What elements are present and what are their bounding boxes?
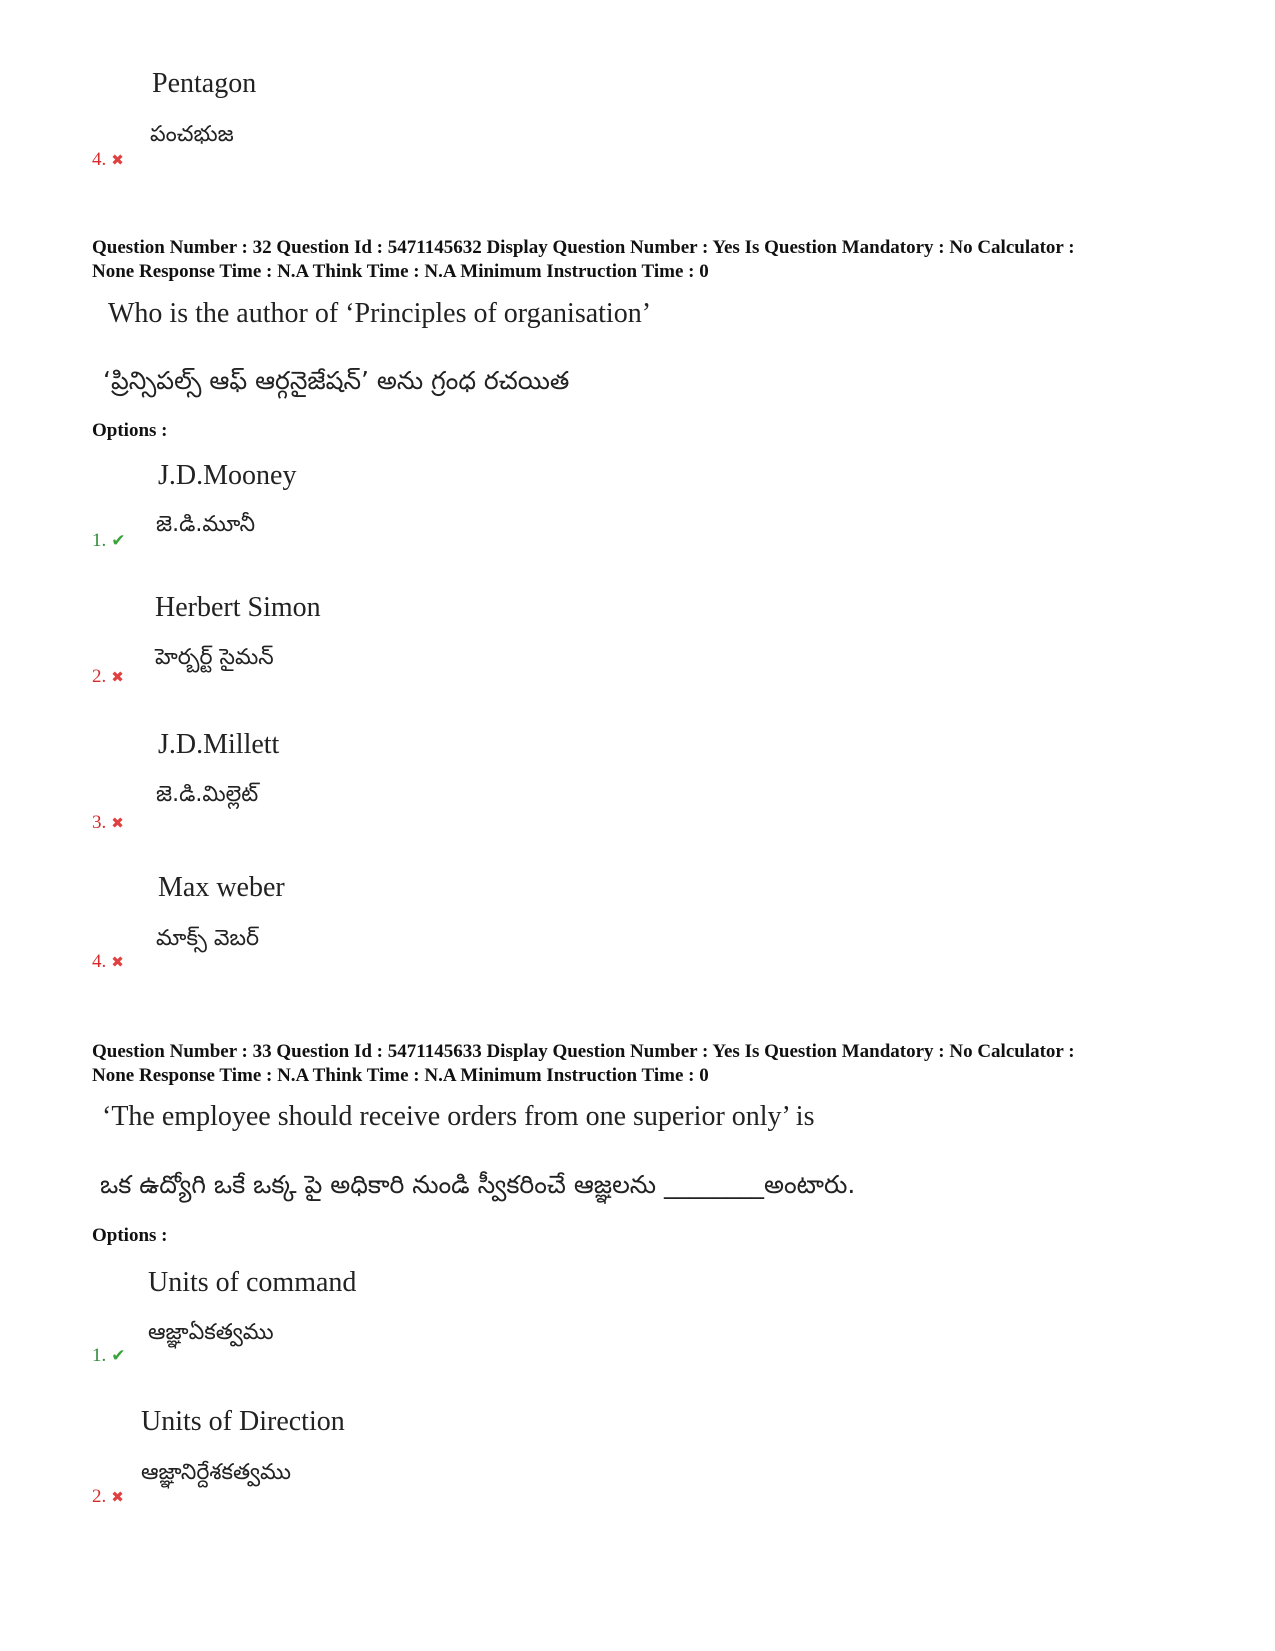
option-text-te: హెర్బర్ట్ సైమన్ bbox=[155, 645, 274, 670]
option-text-te: ఆజ్ఞాఏకత్వము bbox=[148, 1320, 274, 1345]
option-text-te: జె.డి.మూనీ bbox=[156, 512, 256, 537]
option-marker bbox=[92, 951, 124, 973]
options-label: Options : bbox=[92, 420, 168, 441]
option-number: 2. bbox=[92, 1486, 107, 1507]
option-number: 1. bbox=[92, 1345, 107, 1366]
wrong-icon: ✖ bbox=[111, 816, 124, 832]
option-text-te: జె.డి.మిల్లెట్ bbox=[156, 782, 259, 807]
question-text-te: ఒక ఉద్యోగి ఒకే ఒక్క పై అధికారి నుండి స్వీకరించే ఆజ్ఞలను ________అంటారు. bbox=[100, 1170, 856, 1199]
option-text-en: Units of command bbox=[148, 1267, 357, 1298]
option-marker bbox=[92, 666, 124, 688]
option-text-te: మాక్స్ వెబర్ bbox=[156, 926, 260, 951]
option-number: 1. bbox=[92, 530, 107, 551]
option-text-te: ఆజ్ఞానిర్దేశకత్వము bbox=[141, 1460, 291, 1485]
question-meta bbox=[92, 1040, 1212, 1088]
question-meta-line2: None Response Time : N.A Think Time : N.A Minimum Instruction Time : 0 bbox=[92, 1065, 709, 1086]
correct-icon: ✔ bbox=[111, 531, 126, 550]
option-text-en: Herbert Simon bbox=[155, 592, 321, 623]
option-marker bbox=[92, 149, 124, 171]
question-meta-line1: Question Number : 32 Question Id : 5471145632 Display Question Number : Yes Is Question Mandatory : No Calculator : bbox=[92, 237, 1075, 258]
wrong-icon: ✖ bbox=[111, 1490, 124, 1506]
correct-icon: ✔ bbox=[111, 1346, 126, 1365]
option-marker bbox=[92, 530, 126, 552]
option-marker bbox=[92, 1345, 126, 1367]
option-text-te: పంచభుజ bbox=[150, 122, 234, 147]
question-meta-line1: Question Number : 33 Question Id : 5471145633 Display Question Number : Yes Is Question Mandatory : No Calculator : bbox=[92, 1041, 1075, 1062]
question-text-en: ‘The employee should receive orders from one superior only’ is bbox=[102, 1101, 815, 1132]
option-text-en: Units of Direction bbox=[141, 1406, 345, 1437]
option-number: 4. bbox=[92, 951, 107, 972]
wrong-icon: ✖ bbox=[111, 153, 124, 169]
option-number: 4. bbox=[92, 149, 107, 170]
option-text-en: J.D.Mooney bbox=[158, 460, 297, 491]
option-number: 3. bbox=[92, 812, 107, 833]
wrong-icon: ✖ bbox=[111, 955, 124, 971]
option-number: 2. bbox=[92, 666, 107, 687]
option-text-en: Pentagon bbox=[152, 68, 257, 99]
options-label: Options : bbox=[92, 1225, 168, 1246]
question-meta-line2: None Response Time : N.A Think Time : N.A Minimum Instruction Time : 0 bbox=[92, 261, 709, 282]
option-marker bbox=[92, 1486, 124, 1508]
wrong-icon: ✖ bbox=[111, 670, 124, 686]
option-text-en: Max weber bbox=[158, 872, 285, 903]
option-marker bbox=[92, 812, 124, 834]
question-text-te: ‘ప్రిన్సిపల్స్ ఆఫ్ ఆర్గనైజేషన్’ అను గ్రంధ రచయిత bbox=[103, 366, 570, 395]
question-meta bbox=[92, 236, 1212, 284]
option-text-en: J.D.Millett bbox=[158, 729, 280, 760]
question-text-en: Who is the author of ‘Principles of organisation’ bbox=[108, 298, 652, 329]
